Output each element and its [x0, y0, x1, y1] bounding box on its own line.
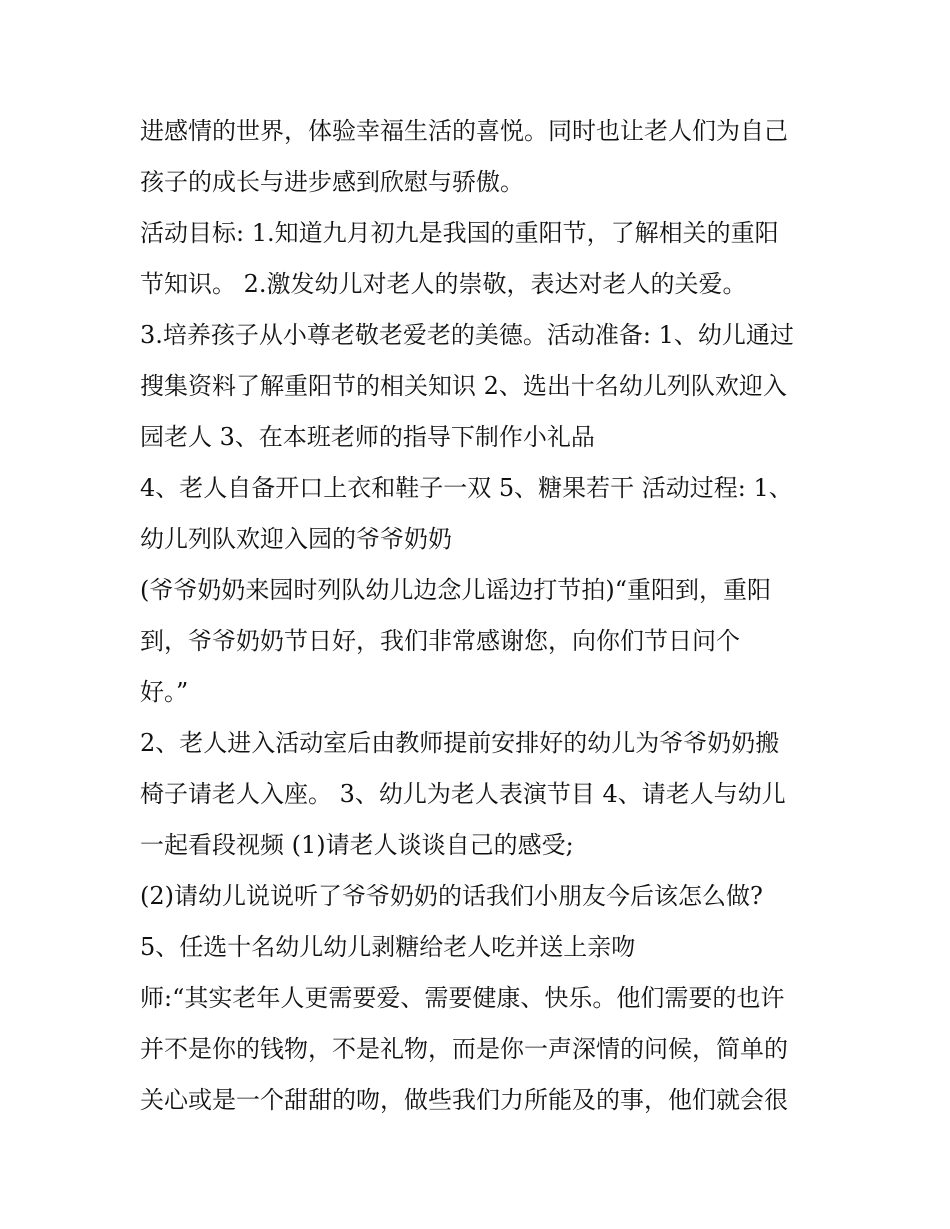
text-line-16: (2)请幼儿说说听了爷爷奶奶的话我们小朋友今后该怎么做?: [140, 882, 763, 910]
text-line-10: (爷爷奶奶来园时列队幼儿边念儿谣边打节拍)“重阳到，重阳: [140, 576, 771, 604]
text-line-17: 5、任选十名幼儿幼儿剥糖给老人吃并送上亲吻: [140, 933, 636, 961]
text-line-11: 到，爷爷奶奶节日好，我们非常感谢您，向你们节日问个: [140, 627, 740, 655]
body-text: [140, 106, 830, 1126]
text-line-3: 活动目标: 1.知道九月初九是我国的重阳节，了解相关的重阳: [140, 219, 779, 247]
text-line-15: 一起看段视频 (1)请老人谈谈自己的感受;: [140, 831, 574, 859]
text-line-1: 进感情的世界，体验幸福生活的喜悦。同时也让老人们为自己: [140, 117, 788, 145]
text-line-2: 孩子的成长与进步感到欣慰与骄傲。: [140, 168, 524, 196]
text-line-14: 椅子请老人入座。 3、幼儿为老人表演节目 4、请老人与幼儿: [140, 780, 786, 808]
text-line-18: 师:“其实老年人更需要爱、需要健康、快乐。他们需要的也许: [140, 984, 785, 1012]
text-line-4: 节知识。 2.激发幼儿对老人的崇敬，表达对老人的关爱。: [140, 270, 747, 298]
text-line-9: 幼儿列队欢迎入园的爷爷奶奶: [140, 525, 452, 553]
text-line-8: 4、老人自备开口上衣和鞋子一双 5、糖果若干 活动过程: 1、: [140, 474, 793, 502]
text-line-12: 好。”: [140, 678, 189, 706]
text-line-13: 2、老人进入活动室后由教师提前安排好的幼儿为爷爷奶奶搬: [140, 729, 780, 757]
text-line-20: 关心或是一个甜甜的吻，做些我们力所能及的事，他们就会很: [140, 1086, 788, 1114]
text-line-7: 园老人 3、在本班老师的指导下制作小礼品: [140, 423, 595, 451]
text-line-6: 搜集资料了解重阳节的相关知识 2、选出十名幼儿列队欢迎入: [140, 372, 787, 400]
text-line-5: 3.培养孩子从小尊老敬老爱老的美德。活动准备: 1、幼儿通过: [140, 321, 794, 349]
text-line-19: 并不是你的钱物，不是礼物，而是你一声深情的问候，简单的: [140, 1035, 788, 1063]
